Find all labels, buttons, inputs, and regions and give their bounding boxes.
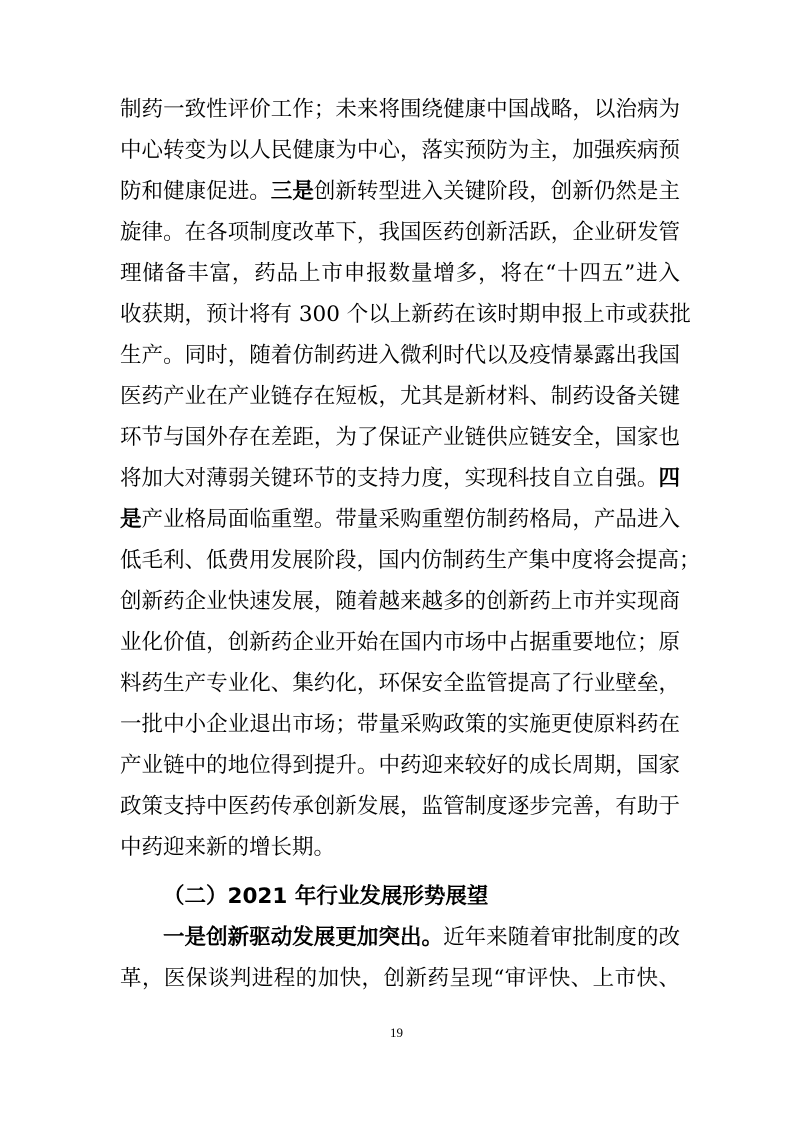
text-line (120, 789, 680, 825)
text-line (120, 625, 680, 661)
bold-keyword: 是 (120, 507, 142, 532)
text-line (120, 584, 680, 620)
text-span: 政策支持中医药传承创新发展，监管制度逐步完善，有助于 (120, 794, 680, 819)
text-span: 产业格局面临重塑。带量采购重塑仿制药格局，产品进入 (141, 507, 680, 532)
text-span: 环节与国外存在差距，为了保证产业链供应链安全，国家也 (120, 425, 680, 450)
bold-keyword: 四 (658, 466, 680, 491)
text-span: 收获期，预计将有 300 个以上新药在该时期申报上市或获批 (120, 302, 691, 327)
text-line (120, 379, 680, 415)
text-line (120, 707, 680, 743)
bold-keyword: 一是创新驱动发展更加突出。 (163, 925, 444, 950)
text-span: 旋律。在各项制度改革下，我国医药创新活跃，企业研发管 (120, 220, 680, 245)
text-span: 防和健康促进。 (120, 179, 271, 204)
text-line (163, 920, 680, 956)
text-span: 生产。同时，随着仿制药进入微利时代以及疫情暴露出我国 (120, 343, 680, 368)
text-span: 医药产业在产业链存在短板，尤其是新材料、制药设备关键 (120, 384, 680, 409)
text-line (120, 297, 691, 333)
text-span: 近年来随着审批制度的改 (443, 925, 680, 950)
section-heading: （二）2021 年行业发展形势展望 (163, 884, 489, 909)
text-span: 理储备丰富，药品上市申报数量增多，将在“十四五”进入 (120, 261, 680, 286)
text-line (120, 133, 680, 169)
text-span: 革，医保谈判进程的加快，创新药呈现“审评快、上市快、 (120, 966, 680, 991)
text-span: 中药迎来新的增长期。 (120, 835, 336, 860)
text-span: 业化价值，创新药企业开始在国内市场中占据重要地位；原 (120, 630, 680, 655)
text-line (120, 961, 680, 997)
text-span: 一批中小企业退出市场；带量采购政策的实施更使原料药在 (120, 712, 680, 737)
text-line (120, 830, 680, 866)
text-span: 低毛利、低费用发展阶段，国内仿制药生产集中度将会提高； (120, 548, 701, 573)
text-line (120, 666, 680, 702)
text-span: 将加大对薄弱关键环节的支持力度，实现科技自立自强。 (120, 466, 659, 491)
text-line (120, 174, 680, 210)
text-span: 创新药企业快速发展，随着越来越多的创新药上市并实现商 (120, 589, 680, 614)
bold-keyword: 三是 (270, 179, 314, 204)
text-line (120, 420, 680, 456)
text-line (120, 461, 680, 497)
text-line (120, 92, 680, 128)
text-span: 创新转型进入关键阶段，创新仍然是主 (313, 179, 680, 204)
page-number: 19 (390, 1025, 403, 1040)
text-line (120, 502, 680, 538)
text-span: 制药一致性评价工作；未来将围绕健康中国战略，以治病为 (120, 97, 680, 122)
text-line (120, 215, 680, 251)
text-line (120, 338, 680, 374)
text-span: 中心转变为以人民健康为中心，落实预防为主，加强疾病预 (120, 138, 680, 163)
text-span: 产业链中的地位得到提升。中药迎来较好的成长周期，国家 (120, 753, 680, 778)
text-span: 料药生产专业化、集约化，环保安全监管提高了行业壁垒， (120, 671, 680, 696)
text-line (120, 748, 680, 784)
text-line (120, 256, 680, 292)
text-line (120, 543, 701, 579)
